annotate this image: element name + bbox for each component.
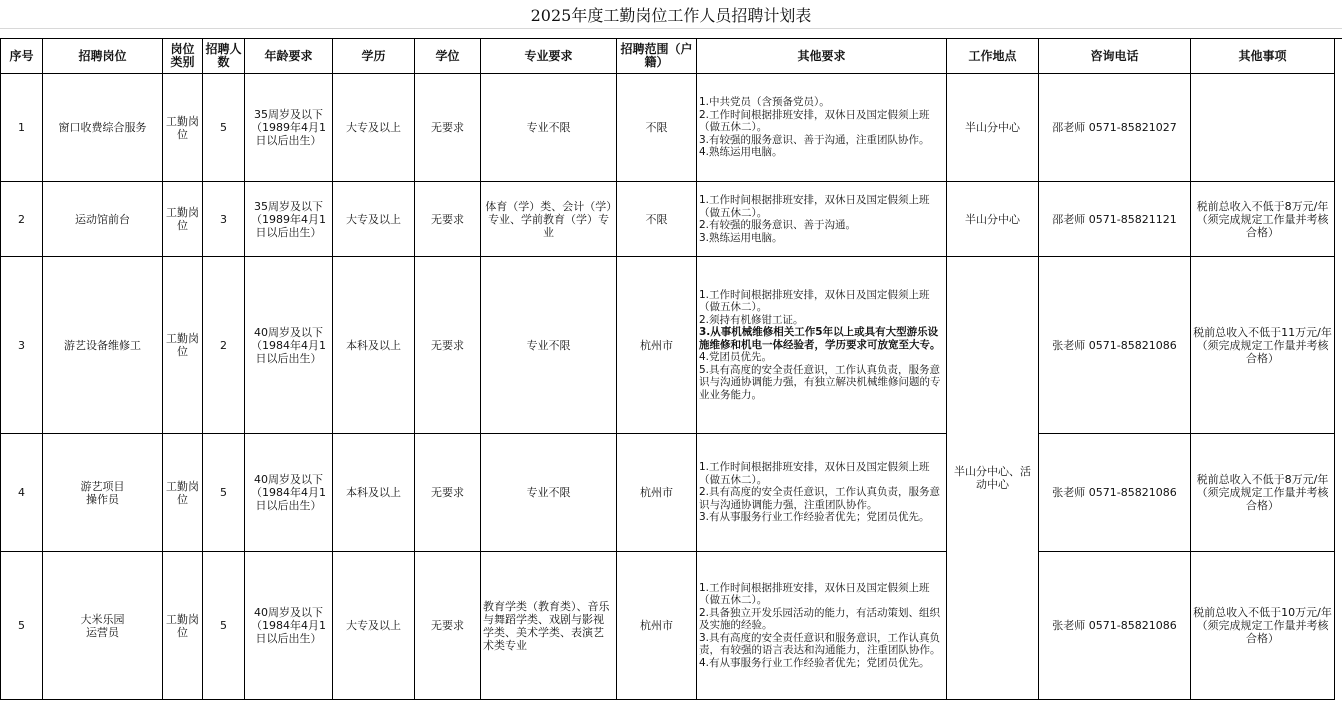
cell-age: 40周岁及以下（1984年4月1日以后出生）: [245, 552, 333, 700]
cell-age: 40周岁及以下（1984年4月1日以后出生）: [245, 257, 333, 434]
cell-position: [43, 434, 163, 552]
requirement-line: 1.中共党员（含预备党员）。: [699, 96, 830, 109]
cell-phone: 邵老师 0571-85821121: [1039, 182, 1191, 257]
cell-location-merged: 半山分中心、活动中心: [947, 257, 1039, 700]
cell-count: 3: [203, 182, 245, 257]
table-row: [1, 434, 1335, 552]
cell-no: 5: [1, 552, 43, 700]
header-count: 招聘人数: [203, 39, 245, 74]
cell-phone: 张老师 0571-85821086: [1039, 552, 1191, 700]
requirement-line: 1.工作时间根据排班安排，双休日及国定假须上班（做五休二）。: [699, 461, 930, 486]
requirement-line-bold: 3.从事机械维修相关工作5年以上或具有大型游乐设施维修和机电一体经验者，学历要求可放宽至大专。: [699, 326, 941, 351]
cell-count: 2: [203, 257, 245, 434]
header-age: 年龄要求: [245, 39, 333, 74]
requirement-line: 3.熟练运用电脑。: [699, 231, 783, 244]
requirement-line: 2.须持有机修钳工证。: [699, 313, 804, 326]
table-row: [1, 74, 1335, 182]
cell-phone: 张老师 0571-85821086: [1039, 434, 1191, 552]
requirement-line: 4.有从事服务行业工作经验者优先；党团员优先。: [699, 656, 930, 669]
requirement-line: 5.具有高度的安全责任意识，工作认真负责，服务意识与沟通协调能力强，有独立解决机械维修问题的专业业务能力。: [699, 363, 941, 401]
cell-other-requirements: [697, 257, 947, 434]
requirement-line: 1.工作时间根据排班安排，双休日及国定假须上班（做五休二）。: [699, 288, 930, 314]
table-row: [1, 257, 1335, 434]
requirement-line: 2.有较强的服务意识、善于沟通。: [699, 219, 857, 231]
cell-major: 专业不限: [481, 74, 617, 182]
cell-other-items: [1191, 74, 1335, 182]
cell-category: 工勤岗位: [163, 74, 203, 182]
cell-education: 大专及以上: [333, 74, 415, 182]
recruitment-table: [0, 38, 1335, 700]
cell-position: 窗口收费综合服务: [43, 74, 163, 182]
cell-major: 体育（学）类、会计（学）专业、学前教育（学）专业: [481, 182, 617, 257]
requirement-line: 4.党团员优先。: [699, 351, 773, 364]
cell-category: 工勤岗位: [163, 182, 203, 257]
cell-category: 工勤岗位: [163, 552, 203, 700]
cell-location: 半山分中心: [947, 182, 1039, 257]
position-line: 游艺项目: [80, 479, 125, 493]
cell-education: 本科及以上: [333, 434, 415, 552]
cell-degree: 无要求: [415, 257, 481, 434]
cell-scope: 杭州市: [617, 257, 697, 434]
cell-age: 35周岁及以下（1989年4月1日以后出生）: [245, 74, 333, 182]
cell-position: 游艺设备维修工: [43, 257, 163, 434]
header-phone: 咨询电话: [1039, 39, 1191, 74]
requirement-line: 2.具备独立开发乐园活动的能力，有活动策划、组织及实施的经验。: [699, 606, 941, 632]
cell-no: 4: [1, 434, 43, 552]
cell-age: 40周岁及以下（1984年4月1日以后出生）: [245, 434, 333, 552]
cell-scope: 不限: [617, 182, 697, 257]
requirement-line: 2.具有高度的安全责任意识，工作认真负责，服务意识与沟通协调能力强，注重团队协作。: [699, 486, 941, 511]
requirement-line: 3.有从事服务行业工作经验者优先；党团员优先。: [699, 511, 930, 524]
table-row: [1, 552, 1335, 700]
header-category: 岗位类别: [163, 39, 203, 74]
cell-other-requirements: [697, 552, 947, 700]
cell-other-items: 税前总收入不低于8万元/年（须完成规定工作量并考核合格）: [1191, 434, 1335, 552]
cell-position: [43, 552, 163, 700]
header-no: 序号: [1, 39, 43, 74]
position-line: 操作员: [86, 492, 119, 506]
requirement-line: 1.工作时间根据排班安排，双休日及国定假须上班（做五休二）。: [699, 194, 930, 219]
cell-degree: 无要求: [415, 552, 481, 700]
position-line: 运营员: [86, 625, 119, 639]
cell-count: 5: [203, 74, 245, 182]
cell-other-items: 税前总收入不低于8万元/年（须完成规定工作量并考核合格）: [1191, 182, 1335, 257]
table-row: [1, 182, 1335, 257]
header-major: 专业要求: [481, 39, 617, 74]
cell-other-items: 税前总收入不低于10万元/年（须完成规定工作量并考核合格）: [1191, 552, 1335, 700]
cell-major: 专业不限: [481, 257, 617, 434]
cell-scope: 杭州市: [617, 552, 697, 700]
header-other-requirements: 其他要求: [697, 39, 947, 74]
cell-scope: 不限: [617, 74, 697, 182]
cell-position: 运动馆前台: [43, 182, 163, 257]
cell-phone: 邵老师 0571-85821027: [1039, 74, 1191, 182]
cell-degree: 无要求: [415, 74, 481, 182]
cell-scope: 杭州市: [617, 434, 697, 552]
header-education: 学历: [333, 39, 415, 74]
cell-category: 工勤岗位: [163, 434, 203, 552]
header-degree: 学位: [415, 39, 481, 74]
cell-no: 3: [1, 257, 43, 434]
header-position: 招聘岗位: [43, 39, 163, 74]
cell-major: 专业不限: [481, 434, 617, 552]
cell-location: 半山分中心: [947, 74, 1039, 182]
requirement-line: 2.工作时间根据排班安排，双休日及国定假须上班（做五休二）。: [699, 108, 930, 134]
cell-education: 大专及以上: [333, 182, 415, 257]
requirement-line: 3.有较强的服务意识、善于沟通，注重团队协作。: [699, 133, 930, 146]
cell-category: 工勤岗位: [163, 257, 203, 434]
cell-education: 大专及以上: [333, 552, 415, 700]
cell-no: 1: [1, 74, 43, 182]
requirement-line: 4.熟练运用电脑。: [699, 146, 783, 159]
cell-count: 5: [203, 552, 245, 700]
cell-phone: 张老师 0571-85821086: [1039, 257, 1191, 434]
header-location: 工作地点: [947, 39, 1039, 74]
cell-degree: 无要求: [415, 182, 481, 257]
cell-education: 本科及以上: [333, 257, 415, 434]
cell-other-requirements: [697, 74, 947, 182]
header-other-items: 其他事项: [1191, 39, 1335, 74]
cell-count: 5: [203, 434, 245, 552]
position-line: 大米乐园: [80, 612, 125, 626]
cell-age: 35周岁及以下（1989年4月1日以后出生）: [245, 182, 333, 257]
cell-degree: 无要求: [415, 434, 481, 552]
cell-major: 教育学类（教育类）、音乐与舞蹈学类、戏剧与影视学类、美术学类、表演艺术类专业: [481, 552, 617, 700]
cell-no: 2: [1, 182, 43, 257]
cell-other-requirements: [697, 434, 947, 552]
sheet-title: 2025年度工勤岗位工作人员招聘计划表: [0, 0, 1342, 29]
requirement-line: 3.具有高度的安全责任意识和服务意识，工作认真负责，有较强的语言表达和沟通能力，注重团队协作。: [699, 631, 941, 657]
cell-other-items: 税前总收入不低于11万元/年（须完成规定工作量并考核合格）: [1191, 257, 1335, 434]
header-row: [1, 39, 1335, 74]
cell-other-requirements: [697, 182, 947, 257]
requirement-line: 1.工作时间根据排班安排，双休日及国定假须上班（做五休二）。: [699, 581, 930, 607]
header-scope: 招聘范围（户籍）: [617, 39, 697, 74]
